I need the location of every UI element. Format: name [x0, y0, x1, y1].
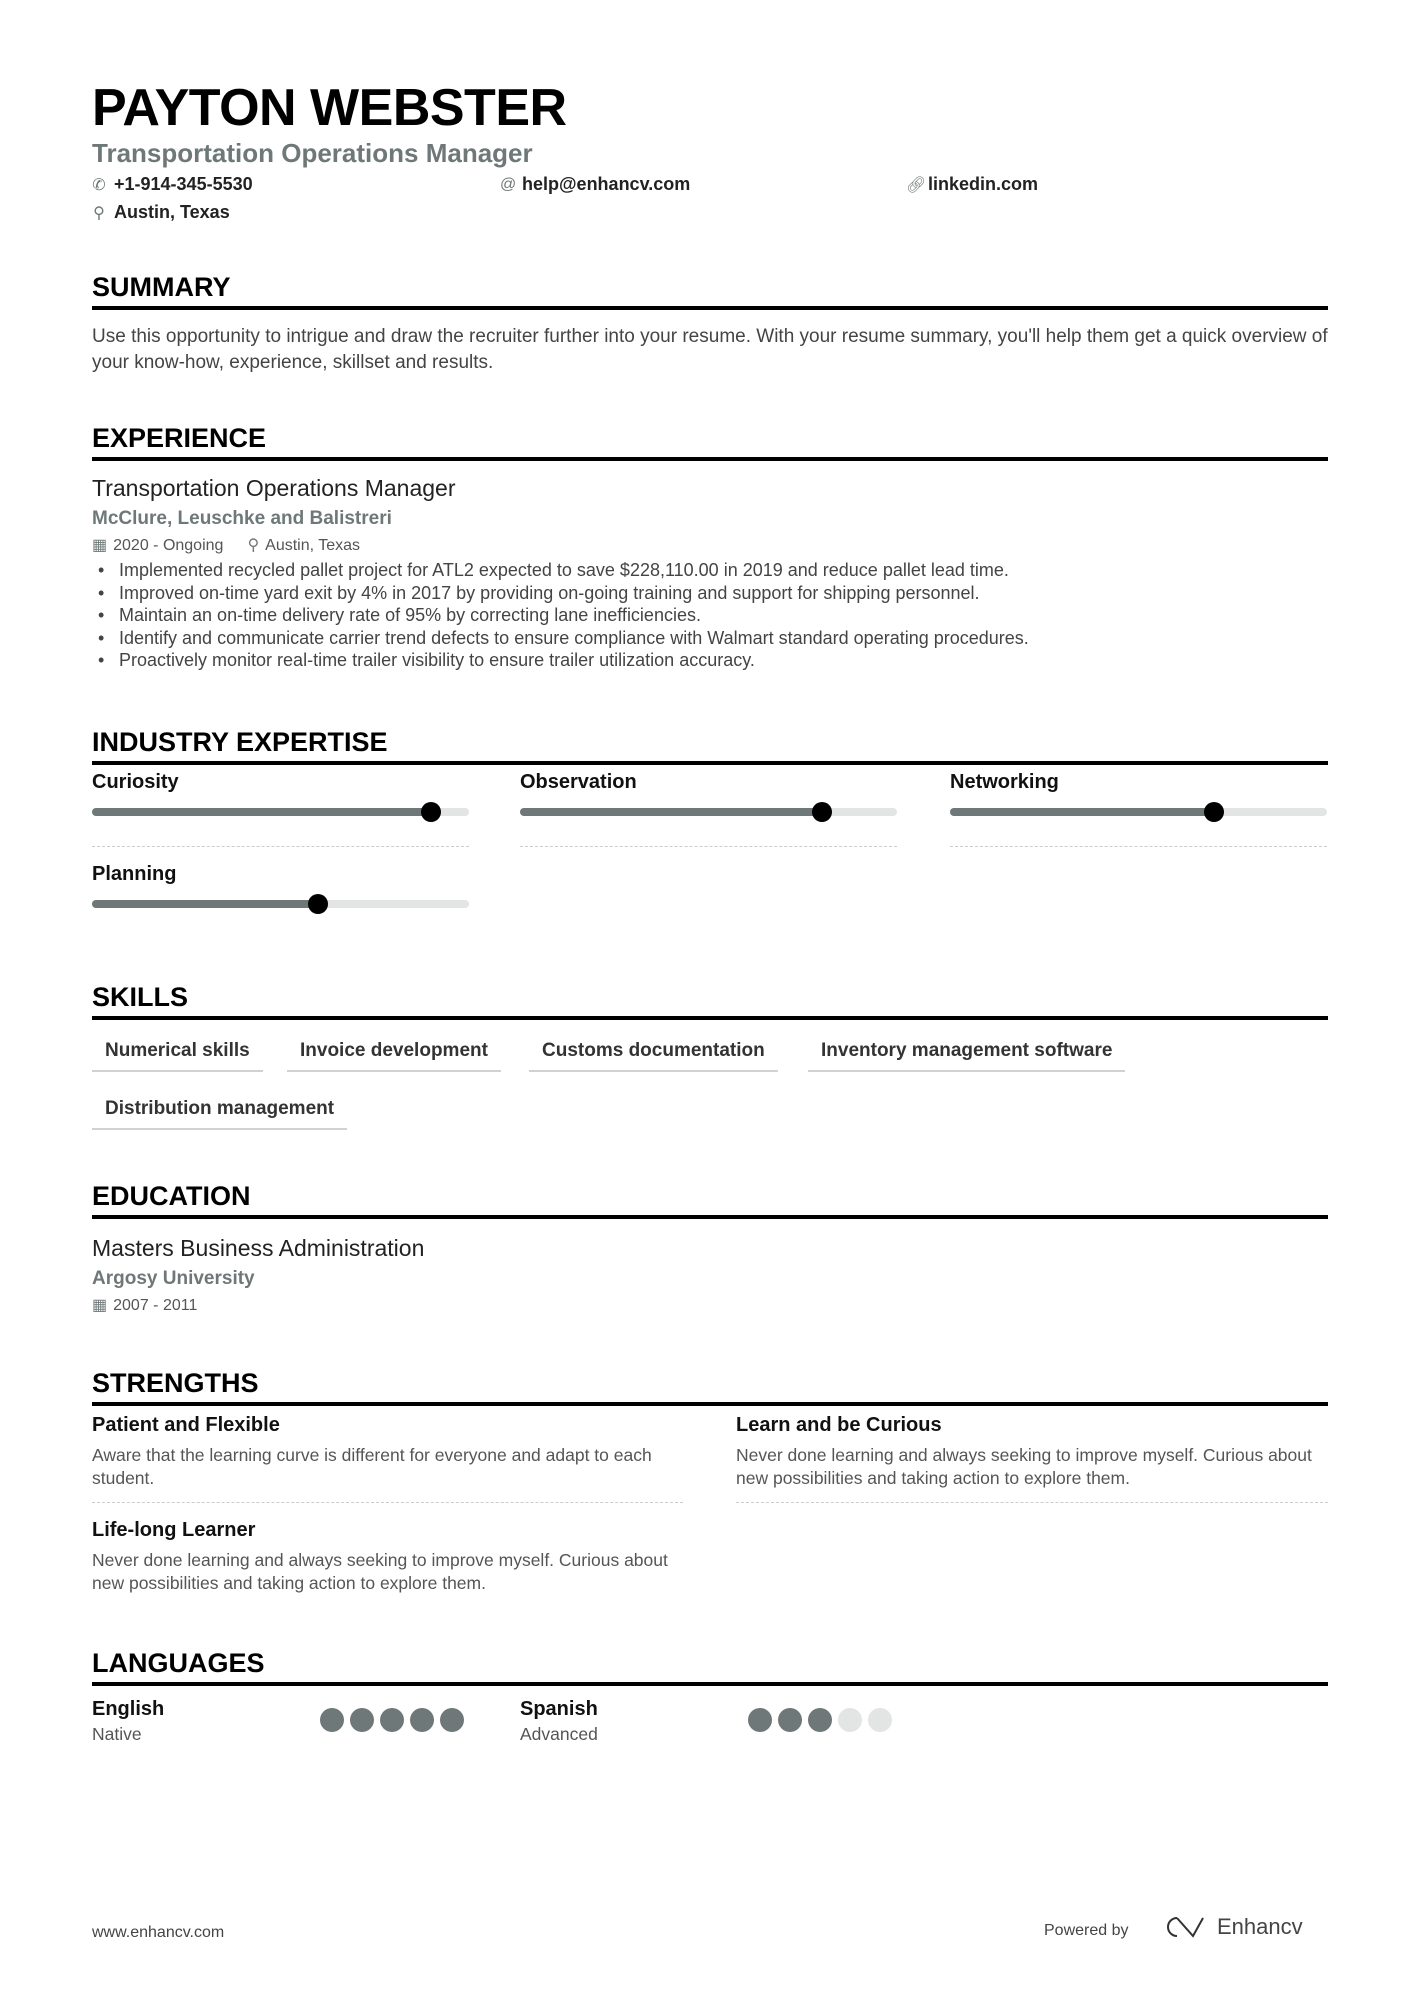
- education-section: [92, 1181, 1328, 1315]
- education-dates: 2007 - 2011: [113, 1297, 198, 1314]
- skill-tag: Customs documentation: [529, 1040, 778, 1072]
- email[interactable]: [500, 174, 690, 195]
- strength-item: [736, 1414, 1328, 1503]
- languages-section: [92, 1648, 1328, 1758]
- location-pin-icon: ⚲: [247, 537, 260, 554]
- phone-text: +1-914-345-5530: [114, 174, 253, 194]
- summary-text: Use this opportunity to intrigue and draw the recruiter further into your resume. With your resume summary, you'll help them get a quick overview of your know-how, experience, skillset and results.: [92, 326, 1328, 373]
- candidate-name: PAYTON WEBSTER: [92, 79, 567, 137]
- slider-knob: [812, 802, 832, 822]
- proficiency-dots: [320, 1708, 470, 1737]
- strength-desc: Never done learning and always seeking to improve myself. Curious about new possibilities and taking action to explore them.: [92, 1550, 668, 1593]
- slider-knob: [308, 894, 328, 914]
- email-text[interactable]: help@enhancv.com: [522, 174, 691, 194]
- divider: [736, 1502, 1328, 1503]
- enhancv-logo[interactable]: [1163, 1914, 1303, 1940]
- job-location: Austin, Texas: [265, 537, 361, 554]
- at-icon: @: [500, 175, 517, 193]
- job-dates: 2020 - Ongoing: [113, 537, 224, 554]
- expertise-label: Networking: [950, 771, 1059, 793]
- footer-website[interactable]: www.enhancv.com: [92, 1924, 225, 1941]
- strength-item: [92, 1414, 683, 1503]
- section-heading: SUMMARY: [92, 272, 231, 302]
- divider: [92, 761, 1328, 765]
- enhancv-logo-icon: [1163, 1914, 1209, 1940]
- section-heading: SKILLS: [92, 982, 189, 1012]
- expertise-item: [92, 863, 469, 908]
- section-heading: LANGUAGES: [92, 1648, 265, 1678]
- language-name: English: [92, 1698, 165, 1720]
- proficiency-dot: [380, 1708, 404, 1732]
- section-heading: STRENGTHS: [92, 1368, 259, 1398]
- language-level: Native: [92, 1724, 142, 1744]
- linkedin[interactable]: [906, 174, 1038, 195]
- proficiency-dot: [748, 1708, 772, 1732]
- strength-name: Learn and be Curious: [736, 1414, 942, 1436]
- proficiency-dots: [748, 1708, 898, 1737]
- expertise-label: Curiosity: [92, 771, 179, 793]
- company-name: McClure, Leuschke and Balistreri: [92, 508, 392, 529]
- section-heading: EXPERIENCE: [92, 423, 267, 453]
- calendar-icon: ▦: [92, 1297, 108, 1314]
- divider: [92, 1682, 1328, 1686]
- proficiency-dot: [838, 1708, 862, 1732]
- divider: [92, 457, 1328, 461]
- skill-tag: Distribution management: [92, 1098, 347, 1130]
- strength-name: Life-long Learner: [92, 1519, 256, 1541]
- strengths-section: [92, 1368, 1328, 1608]
- calendar-icon: ▦: [92, 537, 108, 554]
- divider: [92, 1215, 1328, 1219]
- expertise-label: Observation: [520, 771, 637, 793]
- location-text: Austin, Texas: [114, 202, 230, 222]
- language-item: [520, 1698, 920, 1746]
- expertise-item: [950, 771, 1327, 847]
- degree: Masters Business Administration: [92, 1235, 425, 1261]
- expertise-item: [520, 771, 897, 847]
- language-level: Advanced: [520, 1724, 598, 1744]
- location: [92, 202, 230, 223]
- proficiency-dot: [440, 1708, 464, 1732]
- bullet: • Identify and communicate carrier trend defects to ensure compliance with Walmart standard operating procedures.: [92, 627, 1328, 650]
- expertise-slider: [92, 808, 469, 816]
- divider: [950, 846, 1327, 847]
- candidate-title: Transportation Operations Manager: [92, 138, 533, 168]
- bullet: • Improved on-time yard exit by 4% in 2017 by providing on-going training and support for shipping personnel.: [92, 582, 1328, 605]
- strength-item: [92, 1519, 683, 1594]
- divider: [92, 306, 1328, 310]
- slider-fill: [92, 900, 318, 908]
- bullet: • Proactively monitor real-time trailer visibility to ensure trailer utilization accuracy.: [92, 649, 1328, 672]
- bullet: • Maintain an on-time delivery rate of 95% by correcting lane inefficiencies.: [92, 604, 1328, 627]
- strength-desc: Aware that the learning curve is different for everyone and adapt to each student.: [92, 1445, 652, 1488]
- link-icon: 🔗︎: [906, 176, 927, 194]
- slider-fill: [92, 808, 431, 816]
- proficiency-dot: [410, 1708, 434, 1732]
- job-meta: [92, 535, 1328, 555]
- divider: [92, 1402, 1328, 1406]
- expertise-section: [92, 727, 1328, 927]
- phone-icon: ✆: [92, 176, 106, 194]
- slider-fill: [520, 808, 822, 816]
- powered-by: Powered by: [1044, 1922, 1129, 1939]
- language-name: Spanish: [520, 1698, 598, 1720]
- proficiency-dot: [320, 1708, 344, 1732]
- slider-knob: [421, 802, 441, 822]
- slider-fill: [950, 808, 1214, 816]
- skill-tag: Inventory management software: [808, 1040, 1125, 1072]
- divider: [92, 1016, 1328, 1020]
- proficiency-dot: [868, 1708, 892, 1732]
- experience-section: [92, 423, 1328, 672]
- section-heading: EDUCATION: [92, 1181, 251, 1211]
- skill-tag: Numerical skills: [92, 1040, 263, 1072]
- language-item: [92, 1698, 492, 1746]
- location-pin-icon: ⚲: [93, 204, 105, 222]
- slider-knob: [1204, 802, 1224, 822]
- divider: [520, 846, 897, 847]
- expertise-slider: [950, 808, 1327, 816]
- expertise-slider: [520, 808, 897, 816]
- skill-tag: Invoice development: [287, 1040, 501, 1072]
- brand-name: Enhancv: [1217, 1914, 1303, 1939]
- linkedin-text[interactable]: linkedin.com: [928, 174, 1039, 194]
- divider: [92, 1502, 683, 1503]
- education-meta: [92, 1295, 1328, 1315]
- skills-section: [92, 982, 1328, 1132]
- expertise-label: Planning: [92, 863, 177, 885]
- expertise-item: [92, 771, 469, 847]
- divider: [92, 846, 469, 847]
- proficiency-dot: [808, 1708, 832, 1732]
- phone: [92, 174, 253, 195]
- bullet: • Implemented recycled pallet project for ATL2 expected to save $228,110.00 in 2019 and reduce pallet lead time.: [92, 559, 1328, 582]
- strength-desc: Never done learning and always seeking to improve myself. Curious about new possibilities and taking action to explore them.: [736, 1445, 1312, 1488]
- expertise-slider: [92, 900, 469, 908]
- job-bullets: [92, 559, 1328, 672]
- school-name: Argosy University: [92, 1268, 255, 1289]
- proficiency-dot: [350, 1708, 374, 1732]
- strength-name: Patient and Flexible: [92, 1414, 280, 1436]
- job-title: Transportation Operations Manager: [92, 475, 456, 501]
- summary-section: [92, 272, 1328, 376]
- proficiency-dot: [778, 1708, 802, 1732]
- section-heading: INDUSTRY EXPERTISE: [92, 727, 388, 757]
